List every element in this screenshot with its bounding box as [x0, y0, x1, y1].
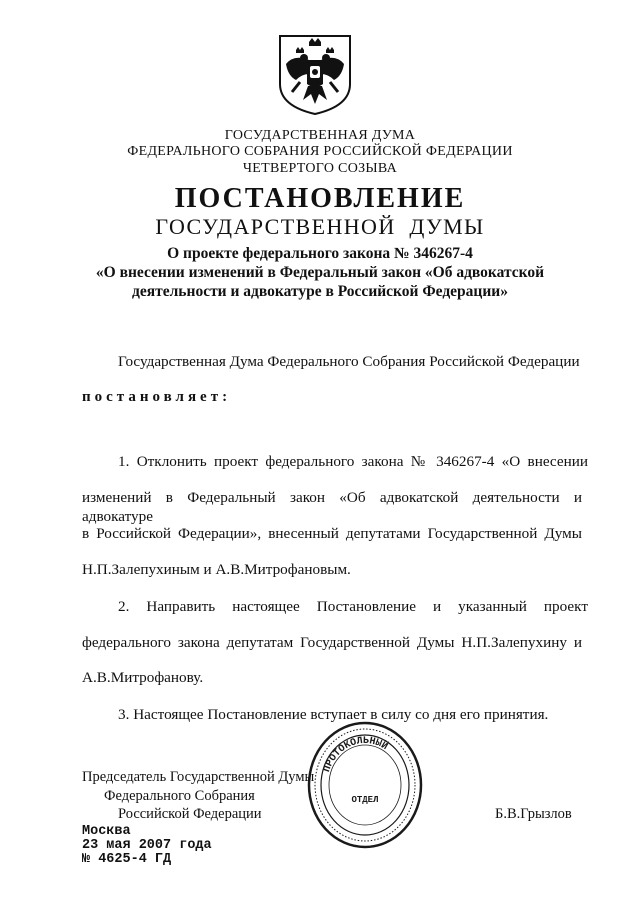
- item-2-line-2: федерального закона депутатам Государственной Думы Н.П.Залепухину и: [82, 634, 582, 651]
- subject-line-1: О проекте федерального закона № 346267-4: [167, 245, 473, 262]
- subject-line-2: «О внесении изменений в Федеральный закон «Об адвокатской: [95, 264, 545, 281]
- signatory-position-line-1: Председатель Государственной Думы: [82, 769, 315, 785]
- item-2-line-3: А.В.Митрофанову.: [82, 669, 204, 686]
- signatory-position-line-2: Федерального Собрания: [104, 788, 255, 804]
- header-line-1: ГОСУДАРСТВЕННАЯ ДУМА: [224, 128, 416, 143]
- subject-line-3: деятельности и адвокатуре в Российской Федерации»: [132, 283, 508, 300]
- header-line-2: ФЕДЕРАЛЬНОГО СОБРАНИЯ РОССИЙСКОЙ ФЕДЕРАЦИИ: [127, 144, 513, 159]
- coat-of-arms-emblem: [276, 34, 354, 116]
- stamp-department: ОТДЕЛ: [351, 795, 379, 805]
- document-body-title: ГОСУДАРСТВЕННОЙ ДУМЫ: [155, 214, 485, 239]
- stamp-title: ПРОТОКОЛЬНЫЙ: [322, 735, 390, 774]
- item-1-line-2: изменений в Федеральный закон «Об адвокатской деятельности и адвокатуре: [82, 489, 582, 525]
- signatory-position-line-3: Российской Федерации: [118, 806, 262, 822]
- footer-number: № 4625-4 ГД: [82, 852, 172, 867]
- resolves-word: постановляет:: [82, 389, 232, 405]
- footer-city: Москва: [82, 824, 131, 839]
- official-stamp: [305, 720, 425, 850]
- item-3: 3. Настоящее Постановление вступает в силу со дня его принятия.: [118, 706, 549, 723]
- item-1-line-3: в Российской Федерации», внесенный депутатами Государственной Думы: [82, 525, 582, 542]
- item-1-line-4: Н.П.Залепухиным и А.В.Митрофановым.: [82, 561, 351, 578]
- document-type-title: ПОСТАНОВЛЕНИЕ: [174, 183, 466, 214]
- signatory-name: Б.В.Грызлов: [495, 806, 572, 822]
- footer-date: 23 мая 2007 года: [82, 838, 212, 853]
- item-2-line-1: 2. Направить настоящее Постановление и указанный проект: [118, 598, 588, 615]
- preamble: Государственная Дума Федерального Собрания Российской Федерации: [118, 353, 580, 370]
- item-1-line-1: 1. Отклонить проект федерального закона № 346267-4 «О внесении: [118, 453, 588, 470]
- header-line-3: ЧЕТВЕРТОГО СОЗЫВА: [242, 161, 398, 176]
